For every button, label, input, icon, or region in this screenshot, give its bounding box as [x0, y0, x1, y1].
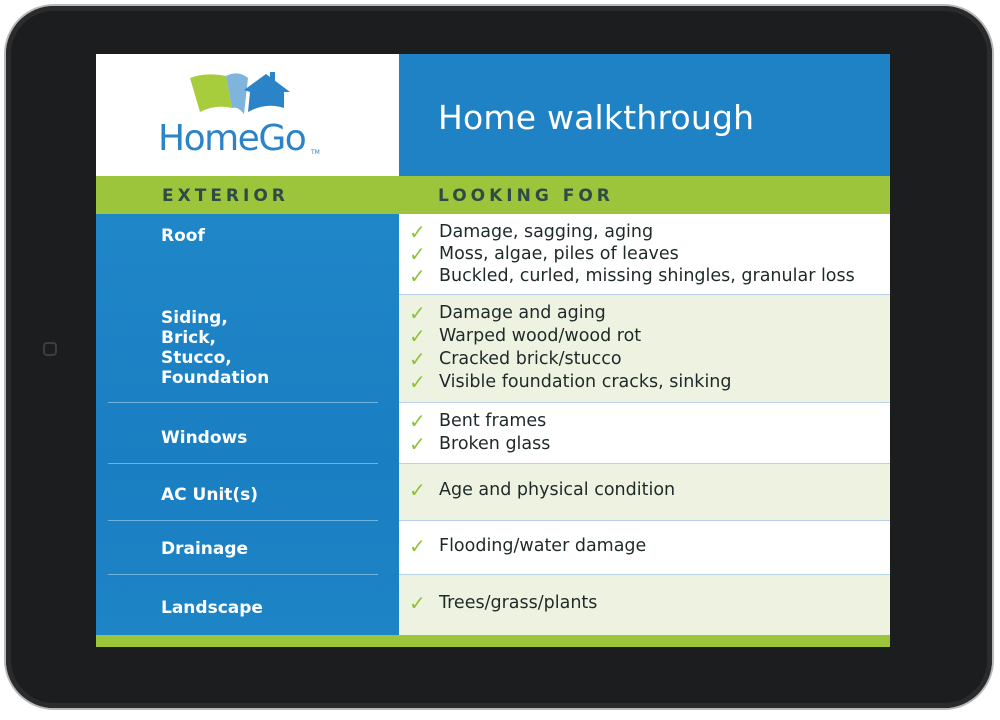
list-item: ✓ Broken glass: [409, 432, 551, 456]
logo-panel: [96, 54, 399, 176]
check-icon: ✓: [409, 347, 426, 371]
check-icon: ✓: [409, 432, 426, 456]
list-item: ✓ Trees/grass/plants: [409, 591, 598, 615]
category-roof: Roof: [161, 226, 205, 246]
check-icon: ✓: [409, 370, 426, 394]
list-item: ✓ Visible foundation cracks, sinking: [409, 370, 732, 394]
header-exterior: EXTERIOR: [162, 186, 289, 206]
check-icon: ✓: [409, 242, 426, 266]
divider: [108, 520, 378, 521]
list-item: ✓ Flooding/water damage: [409, 534, 647, 558]
home-button[interactable]: [43, 342, 57, 356]
check-icon: ✓: [409, 409, 426, 433]
title-panel: [399, 54, 890, 176]
column-header-bar: [96, 176, 890, 214]
category-drainage: Drainage: [161, 539, 249, 559]
category-siding: Siding, Brick, Stucco, Foundation: [161, 308, 270, 388]
tablet-frame: [6, 6, 992, 708]
list-item: ✓ Damage, sagging, aging: [409, 220, 654, 244]
divider: [108, 463, 378, 464]
check-icon: ✓: [409, 220, 426, 244]
list-item: ✓ Bent frames: [409, 409, 547, 433]
category-landscape: Landscape: [161, 598, 263, 618]
check-icon: ✓: [409, 301, 426, 325]
screen: [96, 54, 890, 647]
category-column: [96, 214, 399, 635]
list-item: ✓ Damage and aging: [409, 301, 606, 325]
check-icon: ✓: [409, 478, 426, 502]
logo-tm: TM: [311, 149, 320, 156]
bottom-accent-bar: [96, 635, 890, 647]
category-windows: Windows: [161, 428, 248, 448]
divider: [108, 402, 378, 403]
header-looking-for: LOOKING FOR: [438, 186, 614, 206]
check-icon: ✓: [409, 264, 426, 288]
list-item: ✓ Buckled, curled, missing shingles, granular loss: [409, 264, 855, 288]
list-item: ✓ Warped wood/wood rot: [409, 324, 642, 348]
category-ac-units: AC Unit(s): [161, 485, 259, 505]
house-logo-icon: [186, 68, 296, 120]
page-title: Home walkthrough: [438, 98, 755, 137]
check-icon: ✓: [409, 591, 426, 615]
list-item: ✓ Age and physical condition: [409, 478, 676, 502]
check-icon: ✓: [409, 534, 426, 558]
list-item: ✓ Cracked brick/stucco: [409, 347, 622, 371]
looking-for-column: [399, 214, 890, 635]
list-item: ✓ Moss, algae, piles of leaves: [409, 242, 679, 266]
logo-text: HomeGo: [158, 118, 306, 159]
divider: [108, 574, 378, 575]
check-icon: ✓: [409, 324, 426, 348]
